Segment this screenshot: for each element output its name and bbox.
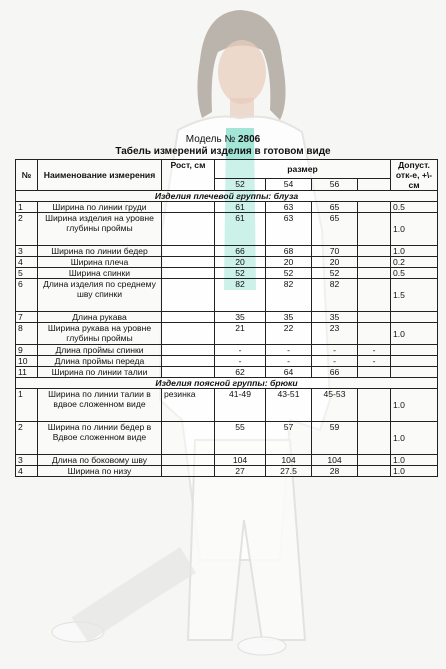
row-number: 5 <box>16 268 38 279</box>
row-height <box>162 213 215 246</box>
row-tolerance: 1.0 <box>391 213 438 246</box>
row-name: Ширина по линии бедер в Вдвое сложенном виде <box>38 422 162 455</box>
table-row <box>16 312 438 323</box>
row-tolerance <box>391 312 438 323</box>
row-extra <box>358 257 391 268</box>
row-tolerance: 1.0 <box>391 246 438 257</box>
row-value: 59 <box>312 422 358 455</box>
row-value: - <box>215 356 266 367</box>
model-title <box>0 134 446 145</box>
row-number: 4 <box>16 257 38 268</box>
row-value: 52 <box>266 268 312 279</box>
row-name: Длина проймы переда <box>38 356 162 367</box>
measurement-table <box>15 159 438 477</box>
row-height <box>162 268 215 279</box>
row-name: Ширина плеча <box>38 257 162 268</box>
row-number: 3 <box>16 246 38 257</box>
row-value: 70 <box>312 246 358 257</box>
row-value: 104 <box>312 455 358 466</box>
table-title: Табель измерений изделия в готовом виде <box>115 146 331 157</box>
row-name: Длина проймы спинки <box>38 345 162 356</box>
row-extra <box>358 312 391 323</box>
row-value: 27.5 <box>266 466 312 477</box>
row-tolerance <box>391 356 438 367</box>
row-value: 52 <box>215 268 266 279</box>
row-number: 1 <box>16 202 38 213</box>
row-name: Ширина изделия на уровне глубины проймы <box>38 213 162 246</box>
table-row <box>16 367 438 378</box>
row-tolerance <box>391 345 438 356</box>
table-body <box>16 191 438 477</box>
table-row <box>16 345 438 356</box>
row-name: Длина изделия по среднему шву спинки <box>38 279 162 312</box>
table-row <box>16 455 438 466</box>
table-row <box>16 389 438 422</box>
model-prefix: Модель № <box>185 134 236 145</box>
row-value: 41-49 <box>215 389 266 422</box>
row-value: 62 <box>215 367 266 378</box>
row-value: 68 <box>266 246 312 257</box>
row-value: 22 <box>266 323 312 345</box>
col-height-header: Рост, см <box>162 160 215 191</box>
row-value: 35 <box>312 312 358 323</box>
row-extra <box>358 455 391 466</box>
shoe-right <box>238 637 286 655</box>
row-value: 52 <box>312 268 358 279</box>
header-row <box>16 160 438 179</box>
row-value: 55 <box>215 422 266 455</box>
row-value: 82 <box>266 279 312 312</box>
row-value: 20 <box>312 257 358 268</box>
section-title: Изделия поясной группы: брюки <box>16 378 438 389</box>
row-number: 2 <box>16 422 38 455</box>
row-tolerance: 0.5 <box>391 202 438 213</box>
table-row <box>16 279 438 312</box>
row-value: 35 <box>215 312 266 323</box>
row-value: - <box>266 356 312 367</box>
row-value: 61 <box>215 202 266 213</box>
row-number: 9 <box>16 345 38 356</box>
row-extra <box>358 246 391 257</box>
row-tolerance <box>391 367 438 378</box>
row-value: 45-53 <box>312 389 358 422</box>
row-name: Ширина по линии талии в вдвое сложенном виде <box>38 389 162 422</box>
size-cell: 56 <box>312 179 358 191</box>
row-tolerance: 1.0 <box>391 455 438 466</box>
row-extra <box>358 213 391 246</box>
row-height <box>162 257 215 268</box>
col-tolerance-header: Допуст. отк-е, +\-см <box>391 160 438 191</box>
row-height <box>162 323 215 345</box>
section-title: Изделия плечевой группы: блуза <box>16 191 438 202</box>
row-value: 65 <box>312 202 358 213</box>
row-value: 63 <box>266 202 312 213</box>
row-number: 11 <box>16 367 38 378</box>
row-value: 66 <box>215 246 266 257</box>
col-name-header: Наименование измерения <box>38 160 162 191</box>
row-value: 82 <box>312 279 358 312</box>
row-name: Ширина спинки <box>38 268 162 279</box>
table-row <box>16 257 438 268</box>
row-name: Ширина по линии груди <box>38 202 162 213</box>
row-height <box>162 466 215 477</box>
row-value: 28 <box>312 466 358 477</box>
row-number: 10 <box>16 356 38 367</box>
row-name: Ширина по линии талии <box>38 367 162 378</box>
row-extra <box>358 422 391 455</box>
row-extra <box>358 323 391 345</box>
row-extra <box>358 268 391 279</box>
row-tolerance: 0.5 <box>391 268 438 279</box>
section-row <box>16 378 438 389</box>
row-value: - <box>266 345 312 356</box>
row-extra: - <box>358 356 391 367</box>
row-extra <box>358 367 391 378</box>
row-value: 61 <box>215 213 266 246</box>
row-tolerance: 1.5 <box>391 279 438 312</box>
row-value: 63 <box>266 213 312 246</box>
size-cell: 52 <box>215 179 266 191</box>
row-extra: - <box>358 345 391 356</box>
model-number: 2806 <box>237 134 261 145</box>
row-name: Длина рукава <box>38 312 162 323</box>
row-name: Ширина по линии бедер <box>38 246 162 257</box>
face-shape <box>218 40 266 104</box>
row-value: 43-51 <box>266 389 312 422</box>
row-value: 57 <box>266 422 312 455</box>
row-height <box>162 367 215 378</box>
row-number: 6 <box>16 279 38 312</box>
row-value: 23 <box>312 323 358 345</box>
row-tolerance: 1.0 <box>391 323 438 345</box>
row-number: 4 <box>16 466 38 477</box>
row-tolerance: 0.2 <box>391 257 438 268</box>
row-value: - <box>312 356 358 367</box>
row-number: 2 <box>16 213 38 246</box>
row-value: 21 <box>215 323 266 345</box>
table-row <box>16 202 438 213</box>
row-height <box>162 356 215 367</box>
row-height <box>162 422 215 455</box>
row-value: 27 <box>215 466 266 477</box>
row-height <box>162 202 215 213</box>
table-row <box>16 268 438 279</box>
size-cell-empty <box>358 179 391 191</box>
row-value: 104 <box>266 455 312 466</box>
row-name: Длина по боковому шву <box>38 455 162 466</box>
row-value: 20 <box>215 257 266 268</box>
table-row <box>16 323 438 345</box>
row-value: 65 <box>312 213 358 246</box>
table-row <box>16 466 438 477</box>
row-number: 7 <box>16 312 38 323</box>
row-value: 20 <box>266 257 312 268</box>
row-extra <box>358 202 391 213</box>
table-row <box>16 356 438 367</box>
row-height <box>162 246 215 257</box>
row-height <box>162 312 215 323</box>
row-height <box>162 279 215 312</box>
row-value: 64 <box>266 367 312 378</box>
row-extra <box>358 389 391 422</box>
col-num-header: № <box>16 160 38 191</box>
row-tolerance: 1.0 <box>391 389 438 422</box>
section-row <box>16 191 438 202</box>
row-height <box>162 455 215 466</box>
row-value: - <box>312 345 358 356</box>
col-size-header: размер <box>215 160 391 179</box>
row-value: - <box>215 345 266 356</box>
row-height: резинка <box>162 389 215 422</box>
table-row <box>16 422 438 455</box>
row-tolerance: 1.0 <box>391 422 438 455</box>
row-height <box>162 345 215 356</box>
row-value: 104 <box>215 455 266 466</box>
row-name: Ширина рукава на уровне глубины проймы <box>38 323 162 345</box>
row-value: 66 <box>312 367 358 378</box>
table-row <box>16 246 438 257</box>
size-cell: 54 <box>266 179 312 191</box>
row-tolerance: 1.0 <box>391 466 438 477</box>
row-extra <box>358 466 391 477</box>
row-value: 35 <box>266 312 312 323</box>
row-number: 8 <box>16 323 38 345</box>
table-row <box>16 213 438 246</box>
row-value: 82 <box>215 279 266 312</box>
row-number: 1 <box>16 389 38 422</box>
row-number: 3 <box>16 455 38 466</box>
row-extra <box>358 279 391 312</box>
row-name: Ширина по низу <box>38 466 162 477</box>
